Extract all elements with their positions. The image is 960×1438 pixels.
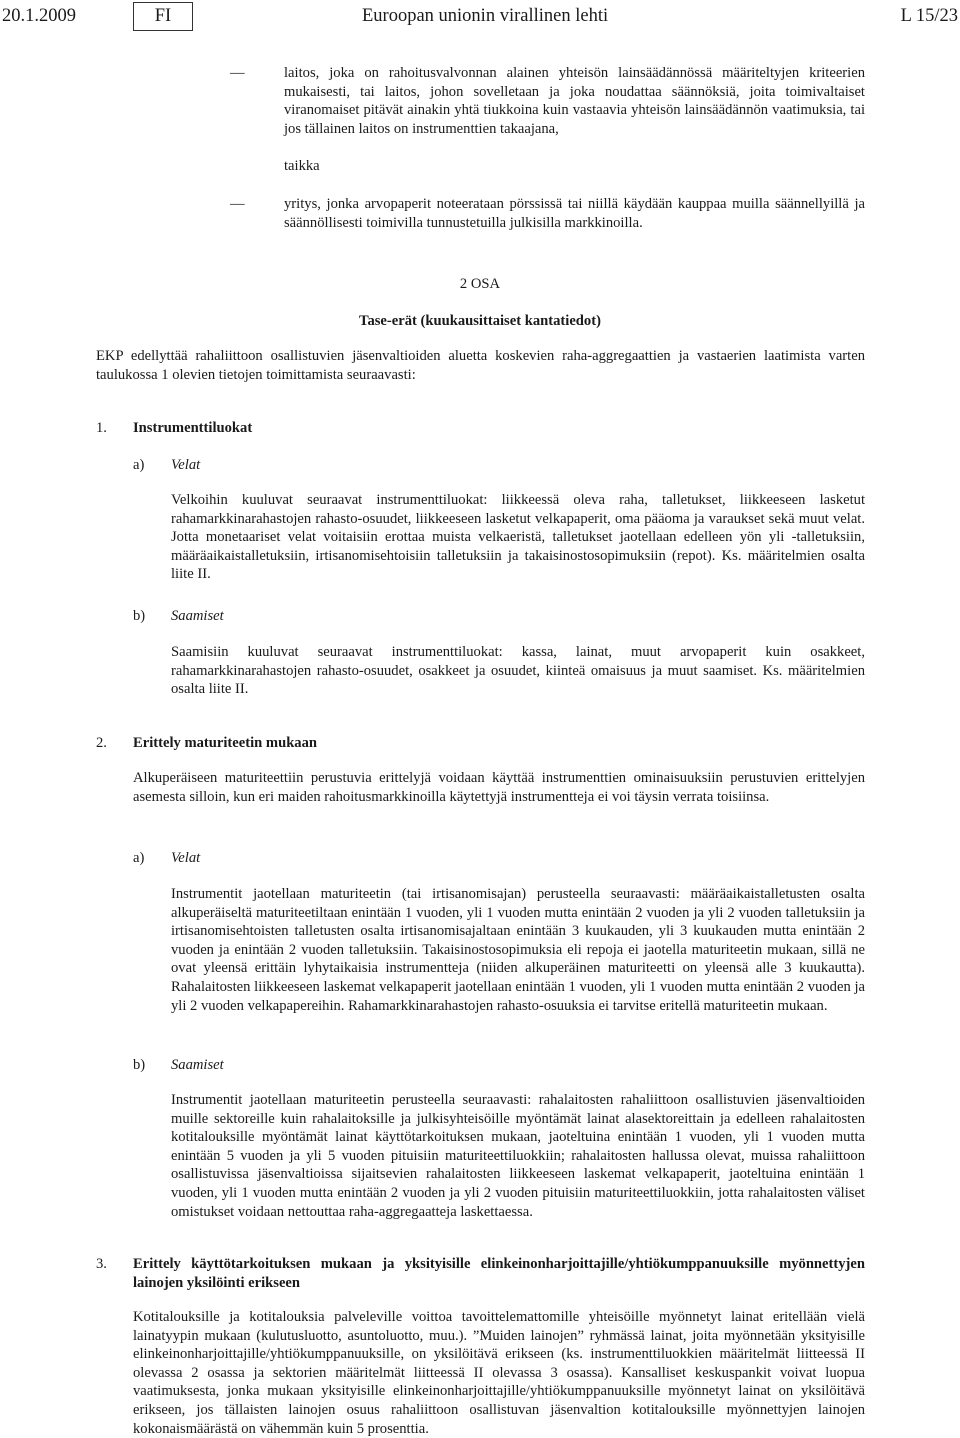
- section-1-heading: Instrumenttiluokat: [133, 420, 253, 436]
- section-1-number: 1.: [96, 420, 107, 436]
- part-title: Tase-erät (kuukausittaiset kantatiedot): [359, 313, 601, 329]
- section-2-number: 2.: [96, 735, 107, 751]
- section-1a-title: Velat: [171, 457, 201, 473]
- intro-item-2: yritys, jonka arvopaperit noteerataan pörssissä tai niillä käydään kauppaa muilla säännellyillä ja säännöllisesti toimivilla tunnustetuilla julkisilla markkinoilla.: [284, 196, 865, 231]
- section-2b-label: b): [133, 1057, 146, 1073]
- section-1b-title: Saamiset: [171, 608, 224, 624]
- dash-marker: —: [230, 196, 245, 212]
- dash-marker: —: [230, 65, 245, 81]
- page-reference: L 15/23: [900, 6, 958, 26]
- section-2-intro: Alkuperäiseen maturiteettiin perustuvia erittelyjä voidaan käyttää instrumenttien ominaisuuksiin perustuvien erittelyjen asemesta silloin, kun eri maiden rahoitusmarkkinoilla käytettyjä instrumentteja ei voi täysin verrata toisiinsa.: [133, 770, 865, 805]
- section-2a-title: Velat: [171, 850, 201, 866]
- section-2a-text: Instrumentit jaotellaan maturiteetin (tai irtisanomisajan) perusteella seuraavasti: määräaikaistalletusten osalta alkuperäiseltä maturiteetiltaan enintään 1 vuoden, yli 1 vuoden mutta enintään 2 vuoden ja yli 2 vuoden talletuksiin ja irtisanomisehtoisten talletusten osalta irtisanomisajaltaan enintään 3 kuukauden, yli 3 kuukauden mutta enintään 2 vuoden ja enintään 2 vuoden talletuksiin. Takaisinostosopimuksia eli repoja ei jaotella maturiteetin mukaan, sillä ne ovat yleensä erittäin lyhytaikaisia instrumentteja (niiden alkuperäinen maturiteetti on yleensä alle 3 kuukautta). Rahalaitosten liikkeeseen laskemat velkapaperit jaotellaan enintään 1 vuoden, yli 1 vuoden mutta enintään 2 vuoden ja yli 2 vuoden velkapapereihin. Rahamarkkinarahastojen rahasto-osuuksia ei tarvitse eritellä maturiteetin mukaan.: [171, 886, 865, 1014]
- part-intro: EKP edellyttää rahaliittoon osallistuvien jäsenvaltioiden aluetta koskevien raha-aggregaattien ja vastaerien laatimista varten taulukossa 1 olevien tietojen toimittamista seuraavasti:: [96, 348, 865, 383]
- section-1b-label: b): [133, 608, 146, 624]
- part-number: 2 OSA: [459, 276, 501, 292]
- journal-title: Euroopan unionin virallinen lehti: [362, 6, 609, 26]
- section-3-text: Kotitalouksille ja kotitalouksia palveleville voittoa tavoittelemattomille yhteisöille myönnetyt lainat eritellään vielä lainatyypin mukaan (kulutusluotto, asuntoluotto, muu.). ”Muiden lainojen” ryhmässä lainat, joita myönnetään yksityisille elinkeinonharjoittajille/yhtiökumppanuuksille, on yksilöitävä erikseen (ks. instrumenttiluokkien määritelmät liitteessä II olevassa 2 osassa ja sektorien määritelmät liitteessä II olevassa 3 osassa). Kansalliset keskuspankit voivat luopua vaatimuksesta, jonka mukaan yksityisille elinkeinonharjoittajille/yhtiökumppanuuksille myönnetyt lainat on yksilöitävä erikseen, jos tällaisten lainojen osuus rahaliittoon osallistuvan jäsenvaltion kotitalouksille myönnettyjen lainojen kokonaismäärästä on vähemmän kuin 5 prosenttia.: [133, 1309, 865, 1437]
- section-2a-label: a): [133, 850, 145, 866]
- section-3-number: 3.: [96, 1256, 107, 1272]
- section-2-heading: Erittely maturiteetin mukaan: [133, 735, 318, 751]
- section-2b-title: Saamiset: [171, 1057, 224, 1073]
- page-header: [0, 0, 960, 32]
- intro-item-1: laitos, joka on rahoitusvalvonnan alainen yhteisön lainsäädännössä määriteltyjen kriteerien mukaisesti, tai laitos, johon sovelletaan ja joka noudattaa säännöksiä, joita toimivaltaiset viranomaiset pitävät ainakin yhtä tiukkoina kuin vastaavia yhteisön lainsäädännön vaatimuksia, tai jos tällainen laitos on instrumenttien takaajana,: [284, 65, 865, 137]
- intro-connector: taikka: [284, 158, 320, 174]
- section-1b-text: Saamisiin kuuluvat seuraavat instrumenttiluokat: kassa, lainat, muut arvopaperit kuin osakkeet, rahamarkkinarahastojen rahasto-osuudet, osakkeet ja osuudet, kiinteä omaisuus ja muut saamiset. Ks. määritelmien osalta liite II.: [171, 644, 865, 698]
- section-2b-text: Instrumentit jaotellaan maturiteetin perusteella seuraavasti: rahalaitosten rahaliittoon osallistuvien jäsenvaltioiden muille sektoreille kuin rahalaitoksille ja julkisyhteisöille myöntämät lainat alasektoreittain ja edelleen rahalaitosten kotitalouksille myöntämät lainat käyttötarkoituksen mukaan, jaoteltuina enintään 1 vuoden, yli 1 vuoden mutta enintään 5 vuoden ja yli 5 vuoden pituisiin maturiteettiluokkiin; rahalaitosten hallussa olevat, muissa rahaliittoon osallistuvissa jäsenvaltioissa sijaitsevien rahalaitosten liikkeeseen laskemat velkapaperit, jaoteltuina enintään 1 vuoden, yli 1 vuoden mutta enintään 2 vuoden ja yli 2 vuoden pituisiin maturiteettiluokkiin, jotta rahalaitosten väliset omistukset voidaan nettouttaa raha-aggregaatteja laskettaessa.: [171, 1092, 865, 1220]
- section-1a-text: Velkoihin kuuluvat seuraavat instrumenttiluokat: liikkeessä oleva raha, talletukset, liikkeeseen lasketut rahamarkkinarahastojen rahasto-osuudet, liikkeeseen lasketut velkapaperit, oma pääoma ja varaukset sekä muut velat. Jotta monetaariset velat voitaisiin erottaa muista velkaeristä, talletukset jaotellaan edelleen yön yli -talletuksiin, määräaikaistalletuksiin, irtisanomisehtoisiin talletuksiin ja takaisinostosopimuksiin (repot). Ks. määritelmien osalta liite II.: [171, 492, 865, 583]
- section-3-heading: Erittely käyttötarkoituksen mukaan ja yksityisille elinkeinonharjoittajille/yhtiökumppanuuksille myönnettyjen lainojen yksilöinti erikseen: [133, 1256, 865, 1291]
- publication-date: 20.1.2009: [2, 6, 76, 26]
- language-box: FI: [133, 2, 193, 31]
- section-1a-label: a): [133, 457, 145, 473]
